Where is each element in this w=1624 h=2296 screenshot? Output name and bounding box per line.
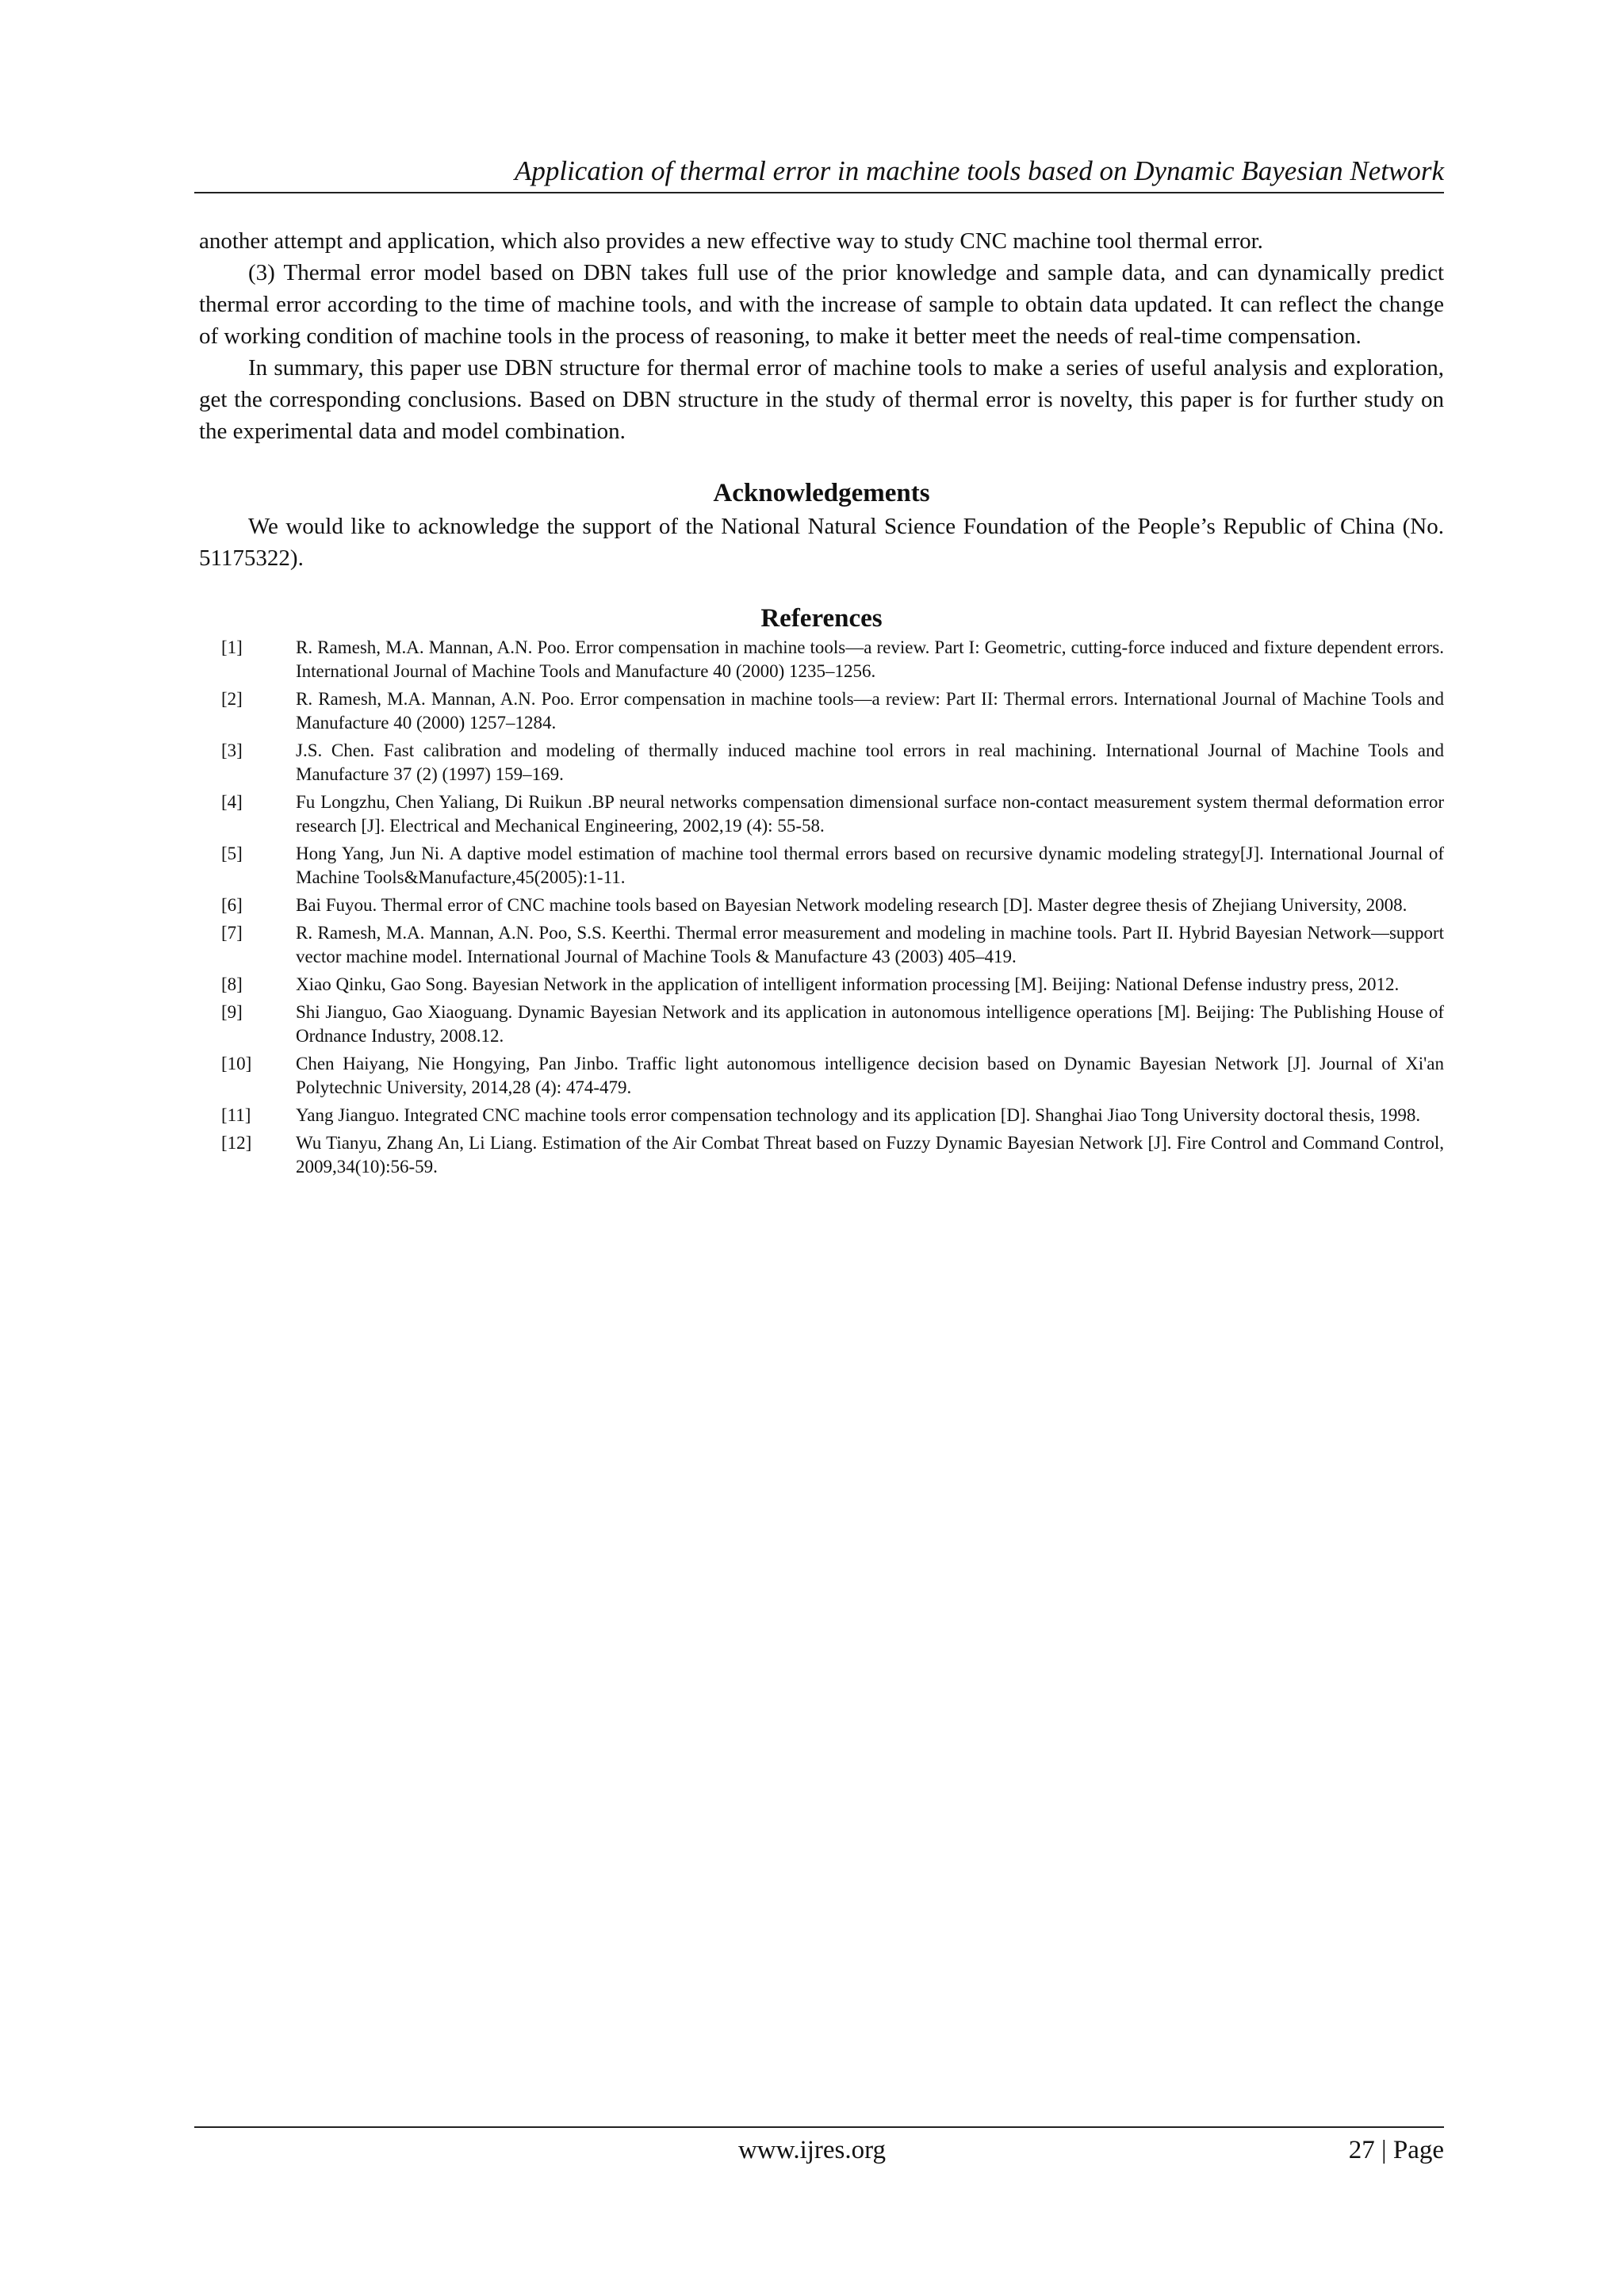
acknowledgements-heading: Acknowledgements bbox=[713, 479, 930, 507]
reference-text: R. Ramesh, M.A. Mannan, A.N. Poo. Error compensation in machine tools—a review: Part II: Thermal errors. International Journal of Machine Tools and Manufacture 40 (2000) 1257–1284. bbox=[296, 689, 1444, 733]
reference-number: [9] bbox=[221, 1002, 243, 1022]
body-paragraph: another attempt and application, which also provides a new effective way to study CNC machine tool thermal error. bbox=[199, 228, 1263, 254]
reference-number: [11] bbox=[221, 1105, 251, 1125]
reference-text: R. Ramesh, M.A. Mannan, A.N. Poo, S.S. Keerthi. Thermal error measurement and modeling in machine tools. Part II. Hybrid Bayesian Network—support vector machine model. International Journal of Machine Tools & Manufacture 43 (2003) 405–419. bbox=[296, 923, 1444, 966]
reference-item bbox=[199, 739, 1444, 786]
reference-item bbox=[199, 921, 1444, 969]
body-paragraph: In summary, this paper use DBN structure for thermal error of machine tools to make a series of useful analysis and exploration, get the corresponding conclusions. Based on DBN structure in the study of thermal error is novelty, this paper is for further study on the experimental data and model combination. bbox=[199, 355, 1444, 444]
reference-text: Xiao Qinku, Gao Song. Bayesian Network in the application of intelligent information processing [M]. Beijing: National Defense industry press, 2012. bbox=[296, 974, 1400, 994]
reference-number: [10] bbox=[221, 1054, 252, 1073]
running-header-title: Application of thermal error in machine tools based on Dynamic Bayesian Network bbox=[514, 155, 1444, 186]
reference-item bbox=[199, 1052, 1444, 1100]
reference-number: [5] bbox=[221, 844, 243, 863]
footer-rule bbox=[194, 2126, 1444, 2128]
reference-item bbox=[199, 636, 1444, 683]
reference-number: [2] bbox=[221, 689, 243, 709]
footer-page-number: 27 | Page bbox=[1348, 2136, 1444, 2164]
reference-item bbox=[199, 894, 1444, 917]
body-paragraph: (3) Thermal error model based on DBN takes full use of the prior knowledge and sample data, and can dynamically predict thermal error according to the time of machine tools, and with the increase of sample to obtain data updated. It can reflect the change of working condition of machine tools in the process of reasoning, to make it better meet the needs of real-time compensation. bbox=[199, 260, 1444, 349]
footer-website: www.ijres.org bbox=[737, 2136, 887, 2164]
reference-item bbox=[199, 687, 1444, 735]
reference-text: Bai Fuyou. Thermal error of CNC machine tools based on Bayesian Network modeling research [D]. Master degree thesis of Zhejiang University, 2008. bbox=[296, 895, 1408, 915]
reference-item bbox=[199, 1104, 1444, 1127]
references-heading: References bbox=[760, 604, 883, 633]
reference-list bbox=[199, 636, 1444, 1179]
reference-number: [4] bbox=[221, 792, 243, 812]
reference-number: [8] bbox=[221, 974, 243, 994]
header-rule bbox=[194, 192, 1444, 193]
reference-item bbox=[199, 842, 1444, 890]
acknowledgements-text: We would like to acknowledge the support of the National Natural Science Foundation of the People’s Republic of China (No. 51175322). bbox=[199, 514, 1444, 571]
reference-item bbox=[199, 790, 1444, 838]
reference-item bbox=[199, 973, 1444, 997]
reference-item bbox=[199, 1001, 1444, 1048]
reference-number: [7] bbox=[221, 923, 243, 943]
reference-text: Yang Jianguo. Integrated CNC machine tools error compensation technology and its application [D]. Shanghai Jiao Tong University doctoral thesis, 1998. bbox=[296, 1105, 1421, 1125]
reference-text: Shi Jianguo, Gao Xiaoguang. Dynamic Bayesian Network and its application in autonomous intelligence operations [M]. Beijing: The Publishing House of Ordnance Industry, 2008.12. bbox=[296, 1002, 1444, 1046]
reference-text: Wu Tianyu, Zhang An, Li Liang. Estimation of the Air Combat Threat based on Fuzzy Dynamic Bayesian Network [J]. Fire Control and Command Control, 2009,34(10):56-59. bbox=[296, 1133, 1444, 1177]
reference-text: J.S. Chen. Fast calibration and modeling of thermally induced machine tool errors in real machining. International Journal of Machine Tools and Manufacture 37 (2) (1997) 159–169. bbox=[296, 740, 1444, 784]
reference-text: Fu Longzhu, Chen Yaliang, Di Ruikun .BP neural networks compensation dimensional surface non-contact measurement system thermal deformation error research [J]. Electrical and Mechanical Engineering, 2002,19 (4): 55-58. bbox=[296, 792, 1444, 836]
reference-number: [6] bbox=[221, 895, 243, 915]
main-body bbox=[199, 225, 1444, 1183]
reference-text: R. Ramesh, M.A. Mannan, A.N. Poo. Error compensation in machine tools—a review. Part I: Geometric, cutting-force induced and fixture dependent errors. International Journal of Machine Tools and Manufacture 40 (2000) 1235–1256. bbox=[296, 637, 1444, 681]
reference-text: Chen Haiyang, Nie Hongying, Pan Jinbo. Traffic light autonomous intelligence decision based on Dynamic Bayesian Network [J]. Journal of Xi'an Polytechnic University, 2014,28 (4): 474-479. bbox=[296, 1054, 1444, 1097]
reference-text: Hong Yang, Jun Ni. A daptive model estimation of machine tool thermal errors based on recursive dynamic modeling strategy[J]. International Journal of Machine Tools&Manufacture,45(2005):1-11. bbox=[296, 844, 1444, 887]
reference-number: [3] bbox=[221, 740, 243, 760]
reference-number: [12] bbox=[221, 1133, 252, 1153]
reference-item bbox=[199, 1131, 1444, 1179]
reference-number: [1] bbox=[221, 637, 243, 657]
